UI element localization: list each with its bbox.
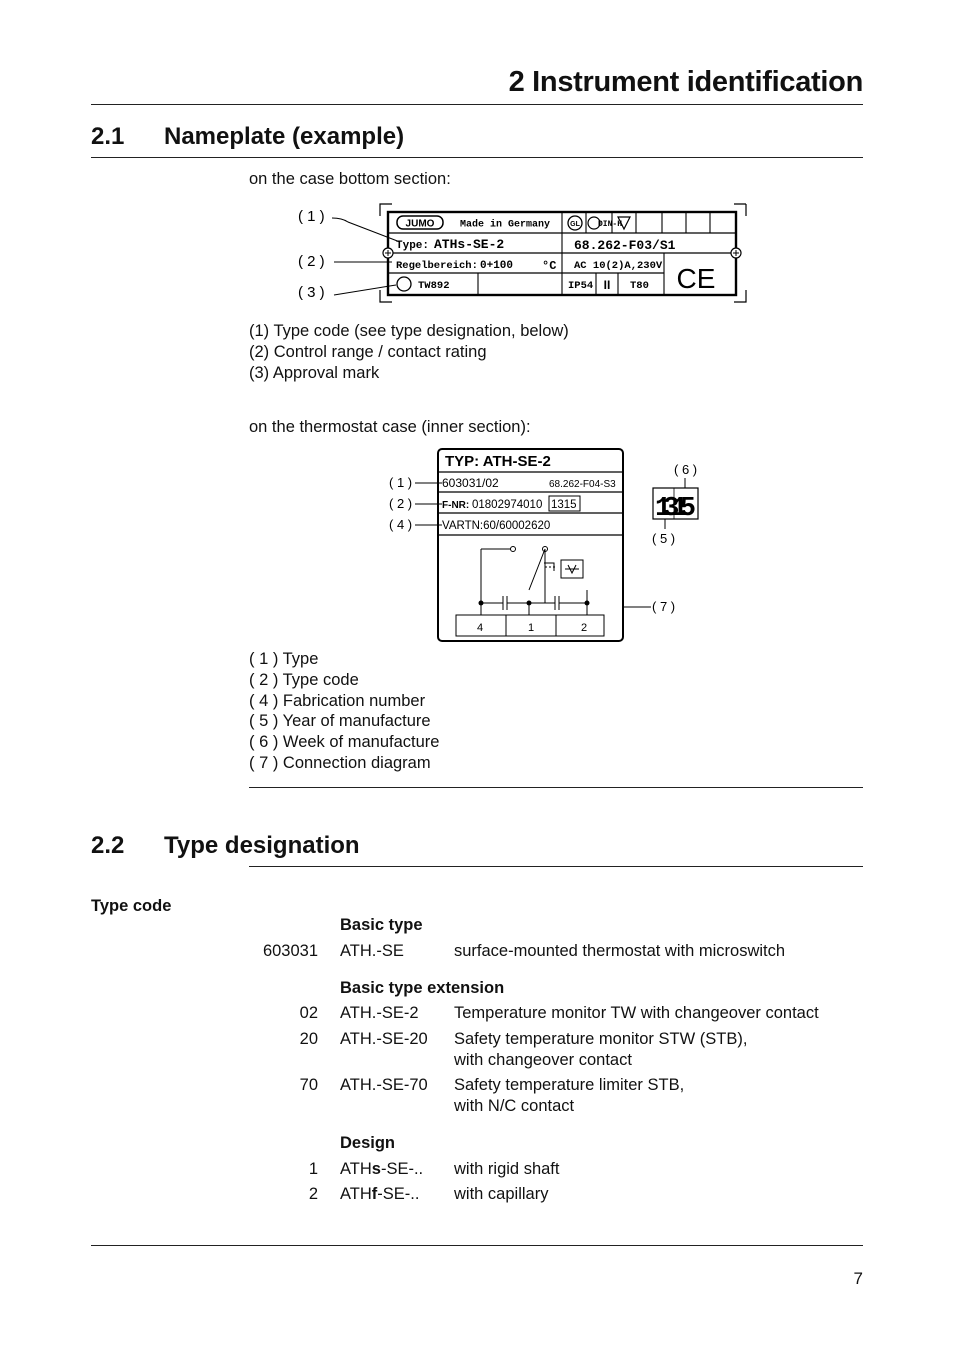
din-mark: DIN-H <box>598 220 623 229</box>
legend-item: ( 2 ) Type code <box>249 670 359 689</box>
code-cell: 20 <box>299 1030 318 1048</box>
bottom-intro: on the case bottom section: <box>249 170 451 188</box>
type-code: 68.262-F03/S1 <box>574 238 676 253</box>
legend-item: ( 6 ) Week of manufacture <box>249 733 440 752</box>
inner-intro: on the thermostat case (inner section): <box>249 418 531 436</box>
model-cell: ATHf-SE-.. <box>340 1185 420 1203</box>
legend-item: (2) Control range / contact rating <box>249 343 487 361</box>
desc-line: with changeover contact <box>454 1051 632 1069</box>
callout-6: ( 6 ) <box>674 462 698 477</box>
approval-number: TW892 <box>418 280 450 292</box>
fnr-box: 1315 <box>551 499 577 511</box>
model-cell: ATH.-SE <box>340 942 404 960</box>
big-date: 1315 <box>655 494 696 524</box>
plate2-legend <box>249 649 439 774</box>
callout-7: ( 7 ) <box>652 599 676 614</box>
desc-line: Safety temperature monitor STW (STB), <box>454 1030 748 1048</box>
callout-2: ( 2 ) <box>389 496 413 511</box>
section-rule <box>91 157 863 158</box>
chapter-title: 2 Instrument identification <box>508 66 863 98</box>
section-title: Type designation <box>164 832 360 859</box>
header-rule <box>91 104 863 105</box>
code-cell: 2 <box>308 1185 318 1203</box>
model-cell: ATHs-SE-.. <box>340 1160 424 1178</box>
approval-mark-icon <box>397 277 411 291</box>
brand-logo: JUMO <box>405 218 435 230</box>
callout-5: ( 5 ) <box>652 531 676 546</box>
desc-cell <box>454 1029 747 1071</box>
inner-nameplate <box>385 445 705 645</box>
divider <box>249 787 863 788</box>
range-label: Regelbereich: <box>396 260 478 272</box>
temp-class: T80 <box>630 280 649 292</box>
fnr-value: 01802974010 <box>472 499 543 511</box>
code-cell: 1 <box>308 1160 318 1178</box>
fnr-label: F-NR: <box>442 500 470 511</box>
code-cell: 70 <box>299 1076 318 1094</box>
section-rule <box>249 866 863 867</box>
type-value: ATHs-SE-2 <box>434 237 505 252</box>
terminal-2: 2 <box>580 622 588 634</box>
section-title: Nameplate (example) <box>164 123 405 150</box>
basic-type-heading: Basic type <box>340 916 423 934</box>
design-heading: Design <box>340 1134 396 1152</box>
callout-3: ( 3 ) <box>298 284 325 301</box>
model-cell: ATH.-SE-2 <box>340 1004 419 1022</box>
plate1-legend <box>249 321 569 384</box>
legend-item: ( 1 ) Type <box>249 650 319 668</box>
rating: AC 10(2)A,230V <box>574 260 663 272</box>
case-bottom-nameplate <box>290 198 760 310</box>
section-number: 2.1 <box>91 123 125 150</box>
callout-1: ( 1 ) <box>298 208 325 225</box>
gl-mark: GL <box>570 221 580 228</box>
model-cell: ATH.-SE-20 <box>340 1030 428 1048</box>
protection-class: II <box>603 278 611 292</box>
desc-line: with N/C contact <box>454 1097 575 1115</box>
footer-rule <box>91 1245 863 1246</box>
terminal-1: 1 <box>527 622 535 634</box>
vartn: VARTN:60/60002620 <box>442 520 551 532</box>
terminal-4: 4 <box>476 622 484 634</box>
callout-4: ( 4 ) <box>389 517 413 532</box>
desc-cell: with capillary <box>454 1185 549 1203</box>
code-cell: 02 <box>299 1004 318 1022</box>
typ: TYP: ATH-SE-2 <box>445 453 551 470</box>
legend-item: ( 4 ) Fabrication number <box>249 691 426 710</box>
legend-item: ( 7 ) Connection diagram <box>249 753 431 772</box>
legend-item: (1) Type code (see type designation, below) <box>249 322 569 340</box>
callout-2: ( 2 ) <box>298 253 325 270</box>
unit: °C <box>542 259 557 273</box>
legend-item: ( 5 ) Year of manufacture <box>249 712 431 731</box>
desc-line: Safety temperature limiter STB, <box>454 1076 685 1094</box>
desc-cell: surface-mounted thermostat with microswitch <box>454 942 786 960</box>
extension-heading: Basic type extension <box>340 979 505 997</box>
desc-cell: with rigid shaft <box>454 1160 560 1178</box>
callout-1: ( 1 ) <box>389 475 413 490</box>
made-in-germany: Made in Germany <box>460 219 551 231</box>
section-number: 2.2 <box>91 832 125 859</box>
page-number: 7 <box>853 1269 863 1288</box>
ce-mark: CE <box>676 263 716 294</box>
range-value: 0+100 <box>480 260 514 272</box>
order-number: 603031/02 <box>442 476 499 490</box>
desc-cell: Temperature monitor TW with changeover contact <box>454 1004 819 1022</box>
legend-item: (3) Approval mark <box>249 364 380 382</box>
type-label: Type: <box>396 240 430 252</box>
model-cell: ATH.-SE-70 <box>340 1076 428 1094</box>
desc-cell <box>454 1075 684 1117</box>
type-code: 68.262-F04-S3 <box>549 479 616 490</box>
type-code-label: Type code <box>91 897 172 915</box>
ip-rating: IP54 <box>568 280 594 292</box>
code-cell: 603031 <box>262 942 318 960</box>
